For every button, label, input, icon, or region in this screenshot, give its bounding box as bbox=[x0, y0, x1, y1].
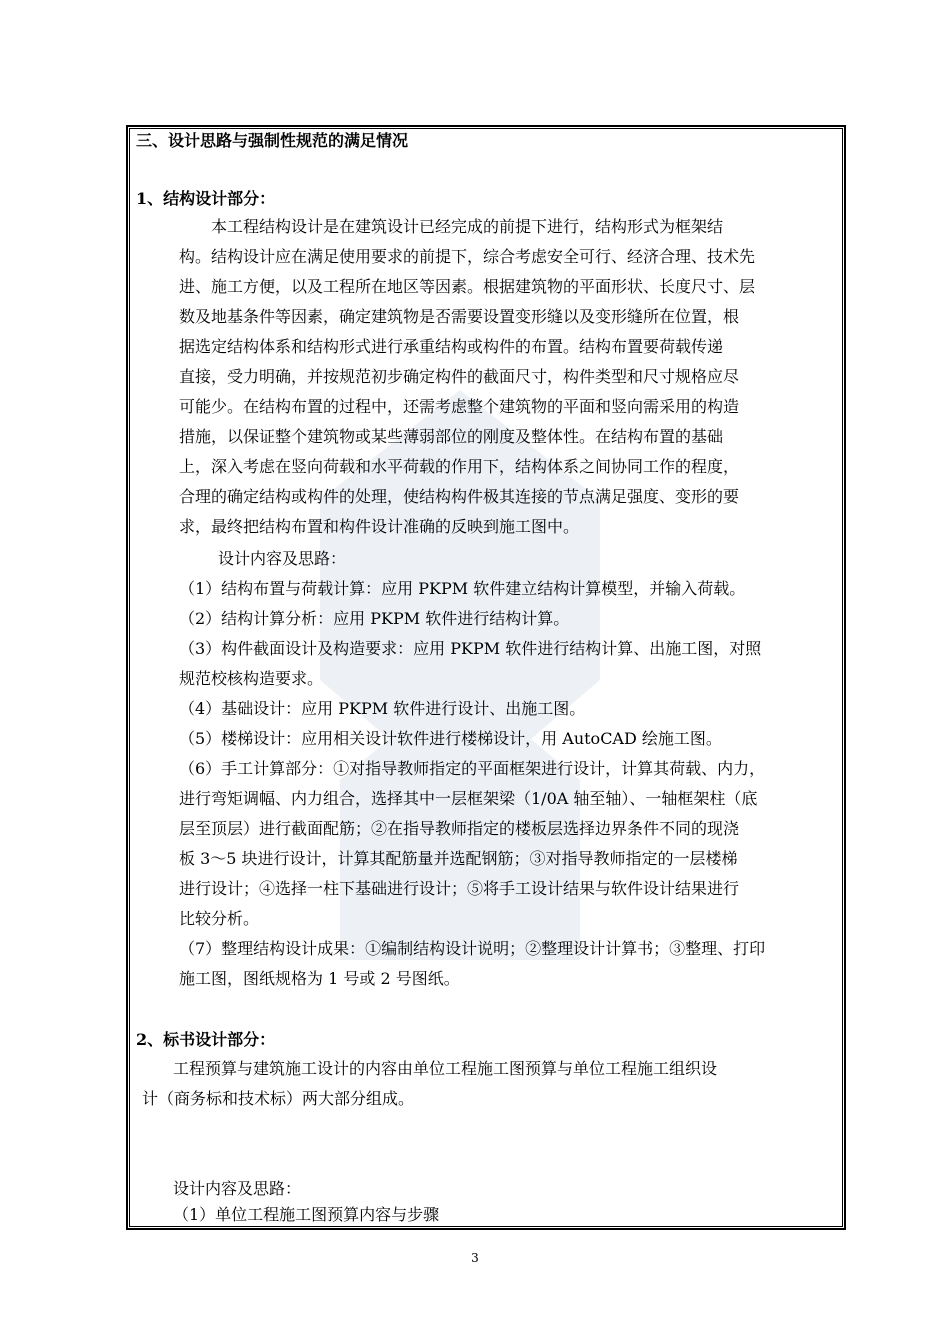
paragraph-line: 工程预算与建筑施工设计的内容由单位工程施工图预算与单位工程施工组织设 bbox=[173, 1059, 718, 1078]
paragraph-line: 直接，受力明确，并按规范初步确定构件的截面尺寸，构件类型和尺寸规格应尽 bbox=[179, 367, 740, 386]
list-item: （4）基础设计：应用 PKPM 软件进行设计、出施工图。 bbox=[179, 699, 586, 718]
list-item: （2）结构计算分析：应用 PKPM 软件进行结构计算。 bbox=[179, 609, 570, 628]
list-item: 比较分析。 bbox=[179, 909, 260, 928]
list-item: 规范校核构造要求。 bbox=[179, 669, 324, 688]
list-item: 板 3～5 块进行设计，计算其配筋量并选配钢筋；③对指导教师指定的一层楼梯 bbox=[179, 849, 738, 868]
list-item: （7）整理结构设计成果：①编制结构设计说明；②整理设计计算书；③整理、打印 bbox=[179, 939, 766, 958]
paragraph-line: 合理的确定结构或构件的处理，使结构构件极其连接的节点满足强度、变形的要 bbox=[179, 487, 740, 506]
paragraph-line: 进、施工方便，以及工程所在地区等因素。根据建筑物的平面形状、长度尺寸、层 bbox=[179, 277, 756, 296]
list-item: （5）楼梯设计：应用相关设计软件进行楼梯设计，用 AutoCAD 绘施工图。 bbox=[179, 729, 722, 748]
design-content-label: 设计内容及思路： bbox=[218, 549, 347, 568]
paragraph-line: 上，深入考虑在竖向荷载和水平荷载的作用下，结构体系之间协同工作的程度， bbox=[179, 457, 740, 476]
list-item: （1）结构布置与荷载计算：应用 PKPM 软件建立结构计算模型，并输入荷载。 bbox=[179, 579, 746, 598]
list-item: 进行设计；④选择一柱下基础进行设计；⑤将手工设计结果与软件设计结果进行 bbox=[179, 879, 740, 898]
list-item: （3）构件截面设计及构造要求：应用 PKPM 软件进行结构计算、出施工图，对照 bbox=[179, 639, 762, 658]
section-heading: 三、设计思路与强制性规范的满足情况 bbox=[136, 131, 409, 150]
list-item: （6）手工计算部分：①对指导教师指定的平面框架进行设计，计算其荷载、内力， bbox=[179, 759, 766, 778]
list-item: 进行弯矩调幅、内力组合，选择其中一层框架梁（1/0A 轴至轴）、一轴框架柱（底 bbox=[179, 789, 758, 808]
paragraph-line: 可能少。在结构布置的过程中，还需考虑整个建筑物的平面和竖向需采用的构造 bbox=[179, 397, 740, 416]
list-item: 施工图，图纸规格为 1 号或 2 号图纸。 bbox=[179, 969, 460, 988]
part2-heading: 2、标书设计部分： bbox=[136, 1030, 276, 1049]
paragraph-line: 数及地基条件等因素，确定建筑物是否需要设置变形缝以及变形缝所在位置，根 bbox=[179, 307, 740, 326]
paragraph-line: 措施，以保证整个建筑物或某些薄弱部位的刚度及整体性。在结构布置的基础 bbox=[179, 427, 724, 446]
list-item: （1）单位工程施工图预算内容与步骤 bbox=[173, 1205, 440, 1224]
paragraph-line: 据选定结构体系和结构形式进行承重结构或构件的布置。结构布置要荷载传递 bbox=[179, 337, 724, 356]
design-content-label-2: 设计内容及思路： bbox=[173, 1179, 302, 1198]
paragraph-line: 本工程结构设计是在建筑设计已经完成的前提下进行，结构形式为框架结 bbox=[211, 217, 724, 236]
paragraph-line: 求，最终把结构布置和构件设计准确的反映到施工图中。 bbox=[179, 517, 580, 536]
paragraph-line: 构。结构设计应在满足使用要求的前提下，综合考虑安全可行、经济合理、技术先 bbox=[179, 247, 756, 266]
list-item: 层至顶层）进行截面配筋；②在指导教师指定的楼板层选择边界条件不同的现浇 bbox=[179, 819, 740, 838]
page-number: 3 bbox=[471, 1251, 479, 1265]
content-cell bbox=[128, 127, 842, 1224]
part1-heading: 1、结构设计部分： bbox=[136, 189, 276, 208]
paragraph-line: 计（商务标和技术标）两大部分组成。 bbox=[142, 1089, 415, 1108]
